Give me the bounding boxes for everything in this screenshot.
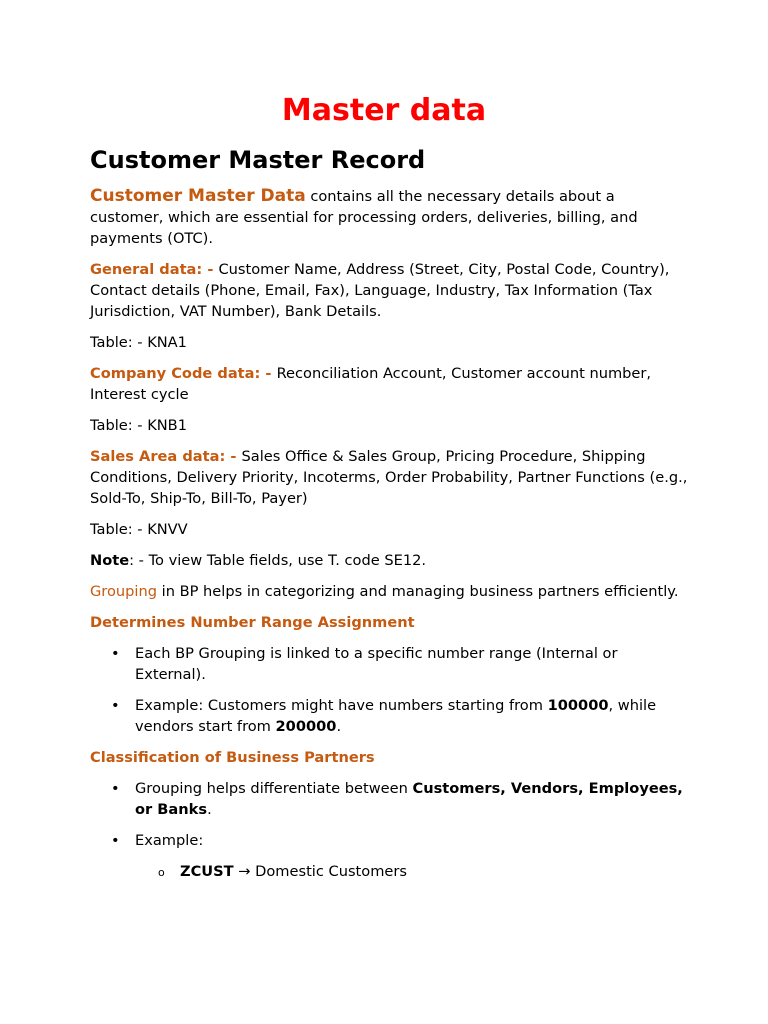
list-item-text: .	[336, 718, 342, 735]
list-item	[90, 695, 688, 737]
grouping-text: in BP helps in categorizing and managing business partners efficiently.	[157, 583, 679, 600]
bullet-icon: •	[111, 697, 120, 714]
grouping-paragraph	[90, 581, 688, 602]
sub-list-item	[90, 861, 688, 882]
sales-area-label: Sales Area data: -	[90, 448, 242, 465]
partner-types: Customers, Vendors, Employees, or Banks	[135, 780, 683, 818]
section-heading: Customer Master Record	[90, 146, 426, 174]
bullet-icon: •	[111, 780, 120, 797]
document-body	[90, 186, 688, 882]
list-item-text: .	[207, 801, 212, 818]
note-text: : - To view Table fields, use T. code SE12.	[129, 552, 427, 569]
company-code-text: Reconciliation Account, Customer account number, Interest cycle	[90, 365, 652, 403]
list-item	[90, 778, 688, 820]
general-data-label: General data: -	[90, 261, 219, 278]
sales-area-table: Table: - KNVV	[90, 521, 188, 538]
page-title: Master data	[281, 93, 487, 128]
sales-area-paragraph	[90, 446, 688, 509]
list-item	[90, 830, 688, 851]
intro-term: Customer Master Data	[90, 186, 306, 206]
sub-bullet-icon: o	[158, 866, 165, 879]
bullet-icon: •	[111, 832, 120, 849]
list-item-text: , while vendors start from	[135, 697, 657, 735]
general-data-text: Customer Name, Address (Street, City, Postal Code, Country), Contact details (Phone, Email, Fax), Language, Industry, Tax Information (Tax Jurisdiction, VAT Number), Bank Details.	[90, 261, 670, 320]
intro-paragraph	[90, 186, 688, 249]
classification-list	[90, 778, 688, 851]
number-start-vendors: 200000	[275, 718, 337, 735]
company-code-label: Company Code data: -	[90, 365, 277, 382]
company-code-paragraph	[90, 363, 688, 405]
list-item-text: Each BP Grouping is linked to a specific number range (Internal or External).	[135, 645, 618, 683]
sales-area-text: Sales Office & Sales Group, Pricing Procedure, Shipping Conditions, Delivery Priority, Incoterms, Order Probability, Partner Functions (e.g., Sold-To, Ship-To, Bill-To, Payer)	[90, 448, 688, 507]
number-start-customers: 100000	[547, 697, 609, 714]
list-item-text: Example: Customers might have numbers starting from	[135, 697, 548, 714]
list-item-text: Grouping helps differentiate between	[135, 780, 413, 797]
company-code-table: Table: - KNB1	[90, 417, 187, 434]
grouping-code-desc: → Domestic Customers	[233, 863, 408, 880]
general-data-table: Table: - KNA1	[90, 334, 187, 351]
general-data-paragraph	[90, 259, 688, 322]
number-range-heading: Determines Number Range Assignment	[90, 614, 415, 631]
bullet-icon: •	[111, 645, 120, 662]
list-item-text: Example:	[135, 832, 204, 849]
note-label: Note	[90, 552, 130, 569]
intro-text: contains all the necessary details about a customer, which are essential for processing orders, deliveries, billing, and payments (OTC).	[90, 188, 638, 247]
classification-heading: Classification of Business Partners	[90, 749, 375, 766]
note-paragraph	[90, 550, 688, 571]
grouping-term: Grouping	[90, 583, 157, 600]
grouping-code: ZCUST	[180, 863, 234, 880]
number-range-list	[90, 643, 688, 737]
list-item	[90, 643, 688, 685]
